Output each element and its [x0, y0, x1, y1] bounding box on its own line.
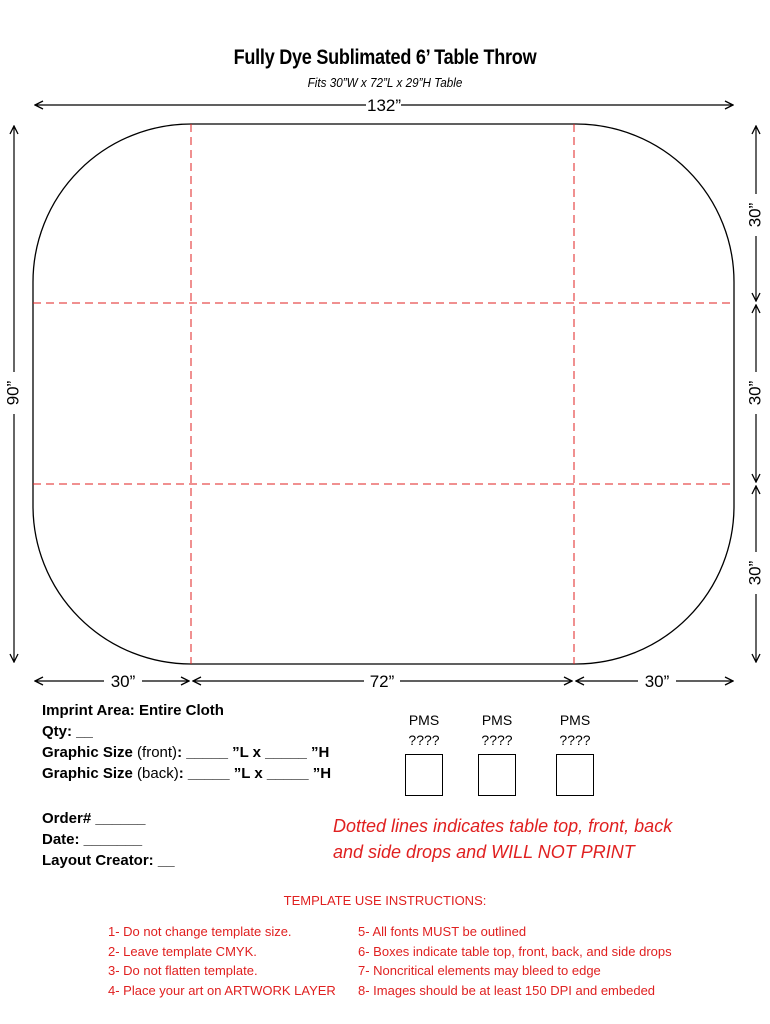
order-date: Date: _______	[42, 831, 143, 848]
instruction-item: 2- Leave template CMYK.	[108, 943, 257, 959]
right-middle-label: 30”	[745, 380, 765, 406]
pms-color-box	[405, 754, 443, 796]
instruction-item: 6- Boxes indicate table top, front, back, and side drops	[358, 943, 672, 959]
imprint-area: Imprint Area: Entire Cloth	[42, 702, 224, 719]
qty-field: Qty: __	[42, 723, 93, 740]
pms-value: ????	[481, 732, 513, 748]
bottom-right-label: 30”	[644, 672, 670, 691]
pms-swatch-3	[535, 710, 615, 796]
imprint-info	[42, 700, 331, 784]
width-dimension	[35, 96, 733, 115]
pms-color-box	[556, 754, 594, 796]
instructions-left-column	[108, 922, 336, 1000]
instruction-item: 4- Place your art on ARTWORK LAYER	[108, 982, 336, 998]
pms-label: PMS	[559, 712, 591, 728]
pms-color-box	[478, 754, 516, 796]
order-info	[42, 808, 175, 871]
graphic-size-front: Graphic Size (front): _____ ”L x _____ ”H	[42, 744, 330, 761]
width-label: 132”	[366, 96, 402, 115]
instructions-right-column	[358, 922, 672, 1000]
bottom-dimensions	[35, 672, 733, 691]
bottom-left-label: 30”	[110, 672, 136, 691]
height-dimension	[3, 126, 22, 662]
pms-swatch-2	[457, 710, 537, 796]
right-top-label: 30”	[745, 202, 765, 228]
height-label: 90”	[3, 380, 23, 406]
instruction-item: 1- Do not change template size.	[108, 924, 292, 939]
right-drop-dimensions	[745, 126, 764, 662]
layout-creator: Layout Creator: __	[42, 852, 175, 869]
order-number: Order# ______	[42, 810, 146, 827]
bottom-center-label: 72”	[369, 672, 395, 691]
right-bottom-label: 30”	[745, 560, 765, 586]
instruction-item: 5- All fonts MUST be outlined	[358, 924, 527, 939]
graphic-size-back: Graphic Size (back): _____ ”L x _____ ”H	[42, 765, 332, 782]
instruction-item: 3- Do not flatten template.	[108, 963, 258, 978]
cloth-outline	[33, 124, 734, 664]
pms-value: ????	[559, 732, 591, 748]
page-subtitle: Fits 30”W x 72”L x 29”H Table	[307, 75, 463, 90]
instruction-item: 7- Noncritical elements may bleed to edge	[358, 963, 601, 978]
pms-value: ????	[408, 732, 440, 748]
fold-guide-lines	[33, 124, 734, 664]
pms-swatch-1	[384, 710, 464, 796]
pms-label: PMS	[481, 712, 513, 728]
dotted-lines-note: Dotted lines indicates table top, front, back and side drops and WILL NOT PRINT	[333, 816, 673, 862]
instructions-title: TEMPLATE USE INSTRUCTIONS:	[283, 893, 487, 908]
pms-label: PMS	[408, 712, 440, 728]
instruction-item: 8- Images should be at least 150 DPI and embeded	[358, 982, 656, 998]
page-title: Fully Dye Sublimated 6’ Table Throw	[233, 46, 537, 69]
